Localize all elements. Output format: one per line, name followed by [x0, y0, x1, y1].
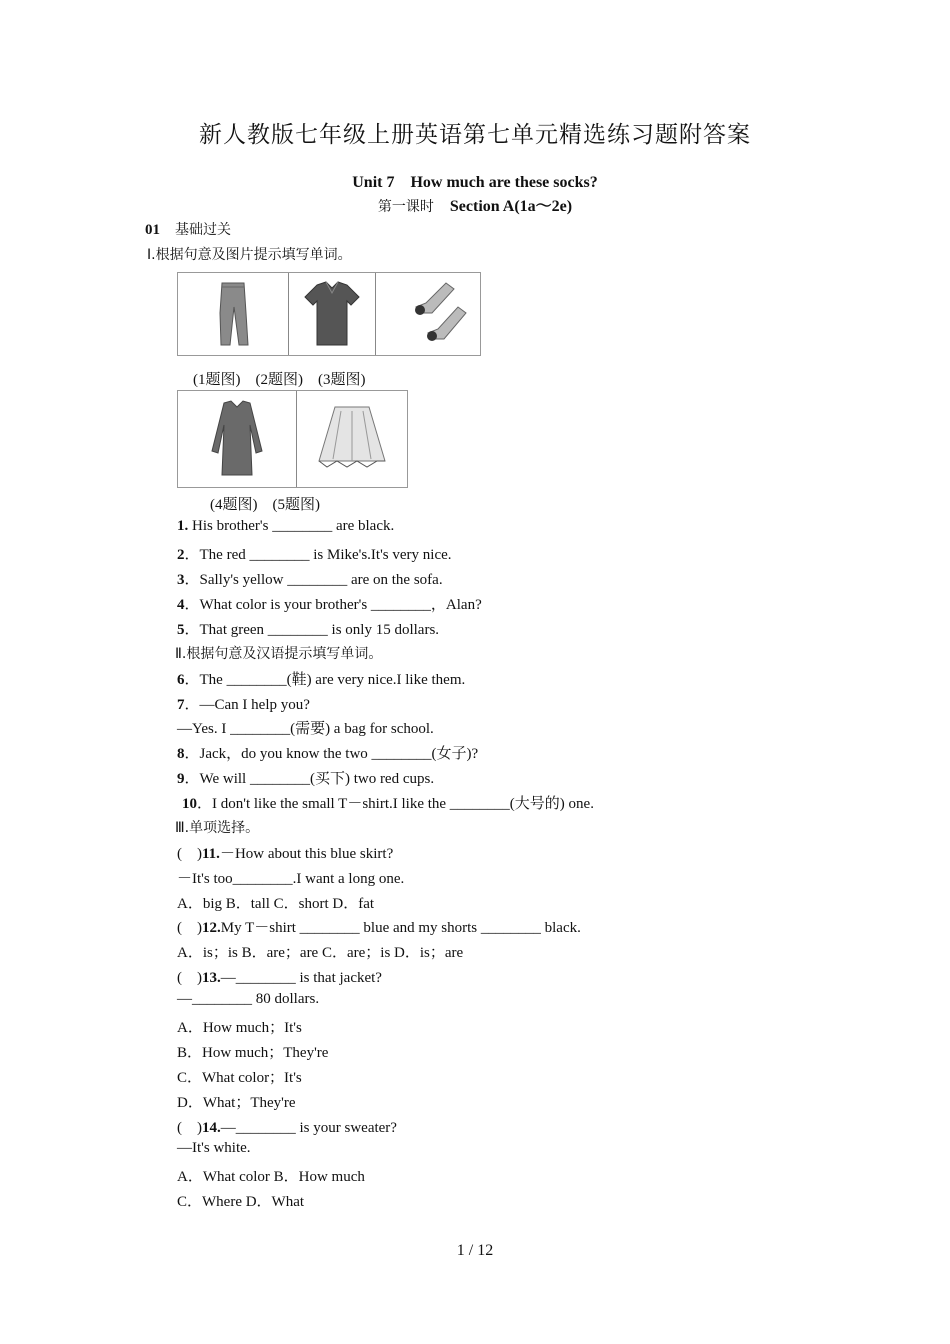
lesson-subtitle: [0, 193, 950, 216]
question-13-option-d: D．What；They're: [177, 1095, 296, 1111]
question-10: 10．I don't like the small T－shirt.I like the ________(大号的) one.: [182, 796, 594, 812]
page-number: 1 / 12: [456, 1242, 494, 1259]
unit-title: Unit 7 How much are these socks?: [352, 174, 598, 191]
tshirt-picture: [289, 273, 376, 355]
question-7: 7．—Can I help you?: [177, 697, 310, 713]
jeans-picture: [178, 273, 289, 355]
lesson-section: Section A(1a～2e): [449, 198, 573, 215]
question-13-option-b: B．How much；They're: [177, 1045, 329, 1061]
part-heading: [145, 218, 231, 239]
question-3: 3．Sally's yellow ________ are on the sofa.: [177, 572, 443, 588]
question-7-answer-line: —Yes. I ________(需要) a bag for school.: [177, 721, 434, 737]
picture-row-2: [177, 390, 408, 488]
question-14-line2: —It's white.: [177, 1140, 251, 1156]
question-14-options-cd: C．Where D．What: [177, 1194, 305, 1210]
picture-row-1: [177, 272, 481, 356]
section1-heading: Ⅰ.根据句意及图片提示填写单词。: [147, 247, 352, 263]
skirt-picture: [297, 391, 407, 487]
question-11-options: A．big B．tall C．short D．fat: [177, 896, 375, 912]
section3-heading: Ⅲ.单项选择。: [175, 820, 260, 836]
question-6: 6．The ________(鞋) are very nice.I like them.: [177, 672, 466, 688]
section2-heading: Ⅱ.根据句意及汉语提示填写单词。: [175, 646, 383, 662]
question-13-option-a: A．How much；It's: [177, 1020, 302, 1036]
sweater-picture: [178, 391, 297, 487]
question-14: ( )14.—________ is your sweater?: [177, 1120, 397, 1136]
captions-row-2: (4题图) (5题图): [210, 497, 320, 513]
question-2: 2．The red ________ is Mike's.It's very nice.: [177, 547, 452, 563]
question-14-options-ab: A．What color B．How much: [177, 1169, 365, 1185]
question-8: 8．Jack，do you know the two ________(女子)?: [177, 746, 479, 762]
question-13-line2: —________ 80 dollars.: [177, 991, 320, 1007]
question-5: 5．That green ________ is only 15 dollars.: [177, 622, 440, 638]
question-4: 4．What color is your brother's ________，Alan?: [177, 597, 482, 613]
question-11-line2: －It's too________.I want a long one.: [177, 871, 405, 887]
lesson-cn: 第一课时: [377, 199, 434, 215]
question-9: 9．We will ________(买下) two red cups.: [177, 771, 435, 787]
question-13: ( )13.—________ is that jacket?: [177, 970, 382, 986]
question-13-option-c: C．What color；It's: [177, 1070, 302, 1086]
socks-picture: [376, 273, 480, 355]
captions-row-1: (1题图) (2题图) (3题图): [193, 372, 366, 388]
part-label: 基础过关: [175, 222, 232, 238]
question-12-options: A．is；is B．are；are C．are；is D．is；are: [177, 945, 464, 961]
question-1: 1. His brother's ________ are black.: [177, 518, 395, 534]
question-11: ( )11.－How about this blue skirt?: [177, 846, 394, 862]
document-title: 新人教版七年级上册英语第七单元精选练习题附答案: [199, 122, 751, 148]
question-12: ( )12.My T－shirt ________ blue and my shorts ________ black.: [177, 920, 581, 936]
part-number: 01: [145, 222, 160, 238]
